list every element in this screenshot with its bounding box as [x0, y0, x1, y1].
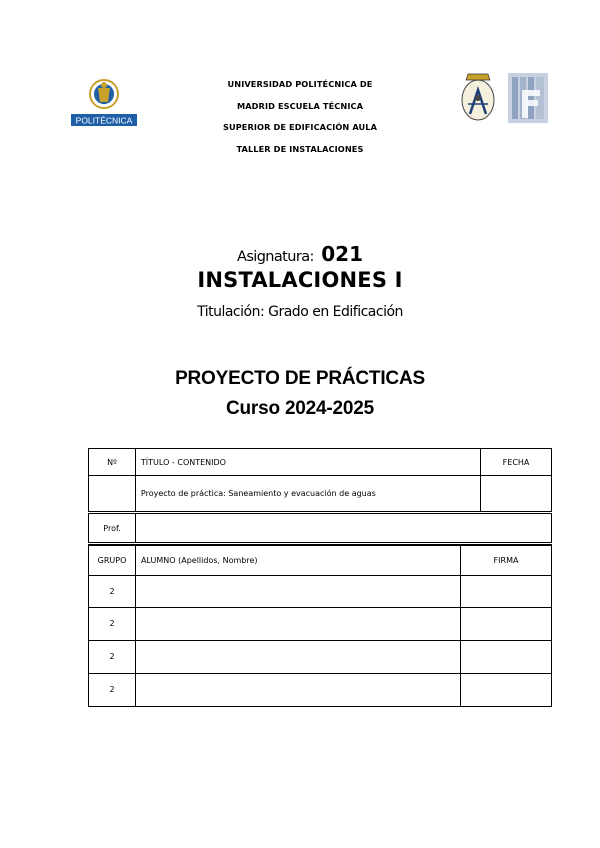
header-line-4: TALLER DE INSTALACIONES — [236, 143, 364, 154]
table-row — [89, 575, 552, 607]
signature-cell[interactable] — [461, 640, 552, 673]
header-line-1: UNIVERSIDAD POLITÉCNICA DE — [227, 79, 373, 89]
upm-logo-text: POLITÉCNICA — [75, 115, 133, 126]
professor-label: Prof. — [89, 514, 136, 543]
school-logos — [458, 70, 550, 126]
date-cell[interactable] — [481, 476, 552, 512]
student-cell[interactable] — [136, 575, 461, 607]
signature-cell[interactable] — [461, 607, 552, 640]
col-header-date: FECHA — [481, 449, 552, 476]
group-cell: 2 — [89, 575, 136, 607]
subject-code: 021 — [321, 242, 363, 266]
academic-year: Curso 2024-2025 — [225, 398, 375, 419]
group-cell: 2 — [89, 673, 136, 706]
professor-field[interactable] — [136, 514, 552, 543]
table-row — [89, 673, 552, 706]
practice-table — [88, 448, 552, 512]
title-cell: Proyecto de práctica: Saneamiento y evacuación de aguas — [135, 476, 480, 512]
course-name: INSTALACIONES I — [197, 268, 403, 292]
student-cell[interactable] — [136, 640, 461, 673]
col-header-group: GRUPO — [89, 545, 136, 575]
table-row — [89, 640, 552, 673]
student-cell[interactable] — [136, 607, 461, 640]
group-cell: 2 — [89, 607, 136, 640]
subject-label: Asignatura: — [237, 249, 314, 265]
degree-line: Titulación: Grado en Edificación — [197, 304, 403, 320]
upm-logo — [70, 74, 138, 130]
table-row — [89, 607, 552, 640]
group-cell: 2 — [89, 640, 136, 673]
col-header-signature: FIRMA — [461, 545, 552, 575]
col-header-title: TÍTULO - CONTENIDO — [135, 449, 480, 476]
signature-cell[interactable] — [461, 673, 552, 706]
institution-header — [170, 74, 430, 160]
header-line-2: MADRID ESCUELA TÉCNICA — [236, 100, 364, 111]
col-header-student: ALUMNO (Apellidos, Nombre) — [136, 545, 461, 575]
subject-line — [0, 242, 600, 266]
project-title: PROYECTO DE PRÁCTICAS — [175, 368, 425, 389]
students-table — [88, 544, 552, 707]
header-line-3: SUPERIOR DE EDIFICACIÓN AULA — [222, 122, 378, 132]
student-cell[interactable] — [136, 673, 461, 706]
crest-icon — [462, 74, 494, 120]
professor-table — [88, 513, 552, 543]
signature-cell[interactable] — [461, 575, 552, 607]
number-cell[interactable] — [89, 476, 136, 512]
building-logo-icon — [508, 73, 548, 123]
col-header-number: Nº — [89, 449, 136, 476]
